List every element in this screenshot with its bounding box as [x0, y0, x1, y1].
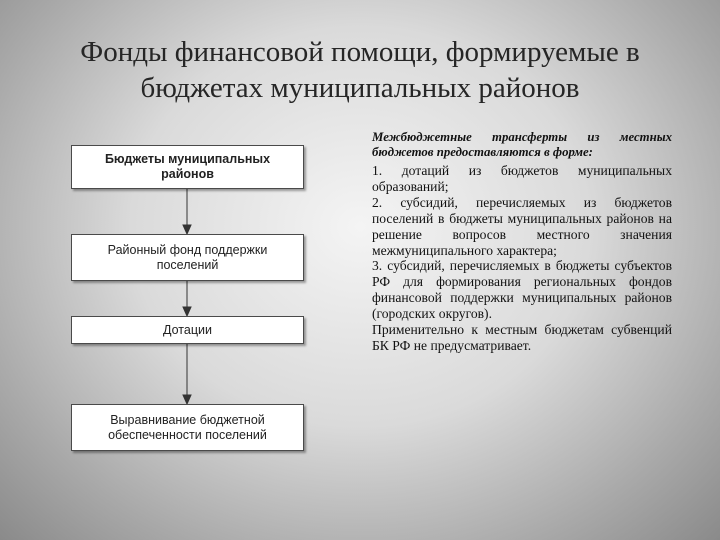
box-subsidies	[71, 316, 304, 344]
box-district-support-fund-line2: поселений	[156, 257, 219, 272]
box-budget-equalization-line1: Выравнивание бюджетной	[110, 412, 265, 427]
body-item-1: 1. дотаций из бюджетов муниципальных образований;	[372, 163, 672, 194]
box-district-support-fund-line1: Районный фонд поддержки	[107, 242, 268, 257]
box-budget-equalization-line2: обеспеченности поселений	[108, 427, 267, 442]
body-item-2: 2. субсидий, перечисляемых из бюджетов поселений в бюджеты муниципальных районов на решение вопросов местного значения межмуниципального характера;	[372, 194, 672, 258]
body-text	[372, 130, 672, 354]
body-intro: Межбюджетные трансферты из местных бюджетов предоставляются в форме:	[372, 130, 672, 159]
slide-title-line2: бюджетах муниципальных районов	[140, 72, 580, 104]
arrowhead-2	[183, 307, 191, 316]
box-municipal-budgets	[71, 145, 304, 189]
slide-title-line1: Фонды финансовой помощи, формируемые в	[80, 36, 640, 68]
body-closing: Применительно к местным бюджетам субвенций БК РФ не предусматривает.	[372, 322, 672, 353]
box-municipal-budgets-line2: районов	[161, 167, 214, 181]
box-district-support-fund	[71, 234, 304, 281]
box-budget-equalization	[71, 404, 304, 451]
arrowhead-3	[183, 395, 191, 404]
box-subsidies-label: Дотации	[163, 322, 212, 337]
body-item-3: 3. субсидий, перечисляемых в бюджеты субъектов РФ для формирования региональных фондов финансовой поддержки муниципальных районов (городских округов).	[372, 258, 672, 322]
box-municipal-budgets-line1: Бюджеты муниципальных	[104, 152, 271, 166]
arrowhead-1	[183, 225, 191, 234]
